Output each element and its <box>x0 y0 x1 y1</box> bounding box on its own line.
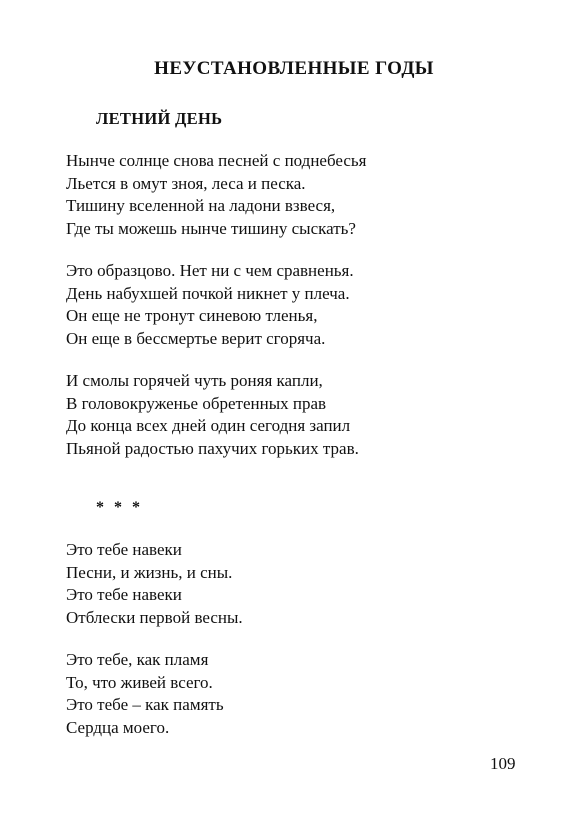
poem-line: Это тебе, как пламя <box>66 650 209 669</box>
poem-line: В головокруженье обретенных прав <box>66 393 327 413</box>
poem-line: День набухшей почкой никнет у плеча. <box>66 283 350 303</box>
poem-line: Сердца моего. <box>66 717 170 737</box>
poem-line: И смолы горячей чуть роняя капли, <box>66 371 323 390</box>
poem-line: Тишину вселенной на ладони взвеся, <box>66 196 336 215</box>
page-number: 109 <box>490 754 516 773</box>
poem-line: Он еще не тронут синевою тленья, <box>66 306 318 325</box>
poem-line: Нынче солнце снова песней с поднебесья <box>66 151 367 170</box>
poem-line: До конца всех дней один сегодня запил <box>66 416 351 435</box>
poem-line: Он еще в бессмертье верит сгоряча. <box>66 328 326 348</box>
poem-line: То, что живей всего. <box>66 672 213 692</box>
stanza-separator: * * * <box>96 499 143 516</box>
poem-line: Отблески первой весны. <box>66 607 243 627</box>
poem-line: Это образцово. Нет ни с чем сравненья. <box>66 261 354 280</box>
poem-line: Где ты можешь нынче тишину сыскать? <box>66 218 356 238</box>
poem-line: Это тебе навеки <box>66 540 182 559</box>
poem-line: Пьяной радостью пахучих горьких трав. <box>66 438 359 458</box>
poem-line: Это тебе – как память <box>66 695 224 714</box>
poem-title: ЛЕТНИЙ ДЕНЬ <box>96 109 223 128</box>
poem2-stanza-2 <box>66 649 224 739</box>
section-title: НЕУСТАНОВЛЕННЫЕ ГОДЫ <box>154 58 434 79</box>
poem-line: Льется в омут зноя, леса и песка. <box>66 173 306 193</box>
poem1-stanza-1 <box>66 150 367 240</box>
poem1-stanza-3 <box>66 370 359 460</box>
poem-line: Песни, и жизнь, и сны. <box>66 562 233 582</box>
poem-line: Это тебе навеки <box>66 585 182 604</box>
poem2-stanza-1 <box>66 539 243 629</box>
poem1-stanza-2 <box>66 260 354 350</box>
